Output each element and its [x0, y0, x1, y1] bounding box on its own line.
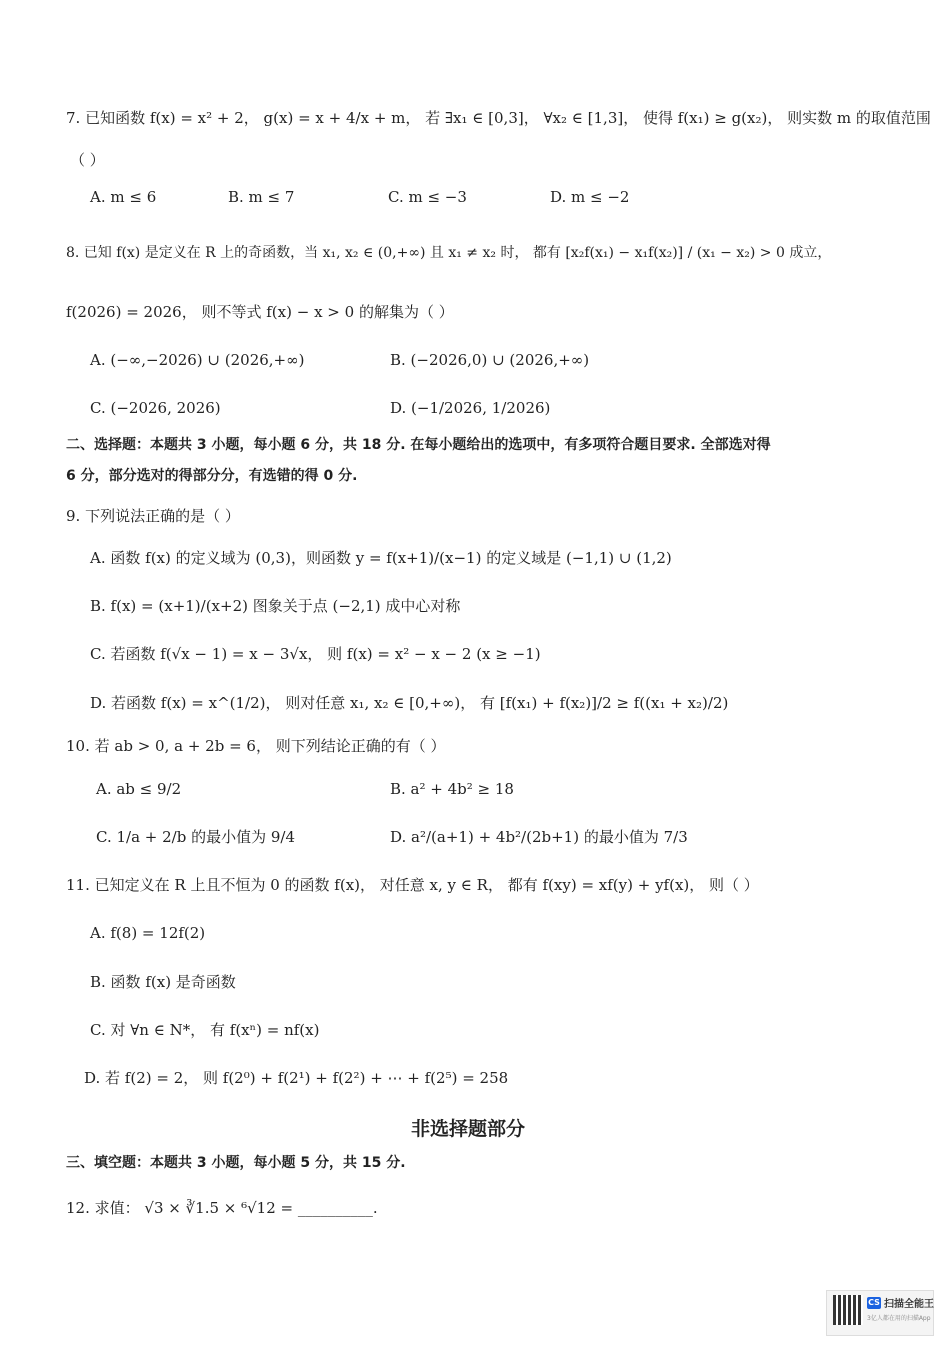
q7-option-a: A. m ≤ 6 — [90, 188, 157, 206]
q7-option-d: D. m ≤ −2 — [550, 188, 630, 206]
section-2-line-2: 6 分，部分选对的得部分分，有选错的得 0 分. — [66, 468, 358, 484]
q12-stem: 12. 求值： √3 × ∛1.5 × ⁶√12 = __________. — [66, 1199, 378, 1217]
scanner-watermark — [826, 1290, 934, 1336]
q10-option-b: B. a² + 4b² ≥ 18 — [390, 780, 514, 798]
section-2-line-1: 二、选择题：本题共 3 小题，每小题 6 分，共 18 分. 在每小题给出的选项中，有多项符合题目要求. 全部选对得 — [66, 437, 771, 453]
q8-stem-2: f(2026) = 2026， 则不等式 f(x) − x > 0 的解集为（ ） — [66, 303, 454, 321]
q11-option-d: D. 若 f(2) = 2， 则 f(2⁰) + f(2¹) + f(2²) + ⋯ + f(2⁵) = 258 — [84, 1069, 509, 1087]
qr-code-icon — [833, 1295, 863, 1325]
q9-stem: 9. 下列说法正确的是（ ） — [66, 507, 240, 525]
q8-option-a: A. (−∞,−2026) ∪ (2026,+∞) — [90, 351, 305, 369]
q8-option-c: C. (−2026, 2026) — [90, 399, 221, 417]
section-3-heading: 三、填空题：本题共 3 小题，每小题 5 分，共 15 分. — [66, 1155, 406, 1171]
q8-option-d: D. (−1/2026, 1/2026) — [390, 399, 551, 417]
q10-stem: 10. 若 ab > 0, a + 2b = 6， 则下列结论正确的有（ ） — [66, 737, 446, 755]
q8-option-b: B. (−2026,0) ∪ (2026,+∞) — [390, 351, 590, 369]
q8-stem: 8. 已知 f(x) 是定义在 R 上的奇函数，当 x₁, x₂ ∈ (0,+∞) 且 x₁ ≠ x₂ 时， 都有 [x₂f(x₁) − x₁f(x₂)] / (x₁ − x₂) > 0 成立， — [66, 245, 832, 261]
q10-option-c: C. 1/a + 2/b 的最小值为 9/4 — [96, 828, 295, 846]
q7-paren: （ ） — [70, 151, 105, 169]
cs-logo-icon: CS — [868, 1298, 880, 1307]
q9-option-d: D. 若函数 f(x) = x^(1/2)， 则对任意 x₁, x₂ ∈ [0,+∞)， 有 [f(x₁) + f(x₂)]/2 ≥ f((x₁ + x₂)/2) — [90, 694, 729, 712]
q10-option-a: A. ab ≤ 9/2 — [96, 780, 182, 798]
q9-option-c: C. 若函数 f(√x − 1) = x − 3√x， 则 f(x) = x² − x − 2 (x ≥ −1) — [90, 645, 541, 663]
part-title: 非选择题部分 — [411, 1118, 526, 1140]
scanner-app-tagline: 3亿人都在用的扫描App — [867, 1315, 931, 1322]
scanner-app-name: 扫描全能王 — [884, 1299, 934, 1310]
q11-option-a: A. f(8) = 12f(2) — [90, 924, 206, 942]
q11-option-b: B. 函数 f(x) 是奇函数 — [90, 973, 236, 991]
q11-stem: 11. 已知定义在 R 上且不恒为 0 的函数 f(x)， 对任意 x, y ∈ R， 都有 f(xy) = xf(y) + yf(x)， 则（ ） — [66, 876, 759, 894]
q7-option-b: B. m ≤ 7 — [228, 188, 295, 206]
q7-option-c: C. m ≤ −3 — [388, 188, 467, 206]
q7-stem: 7. 已知函数 f(x) = x² + 2， g(x) = x + 4/x + m， 若 ∃x₁ ∈ [0,3]， ∀x₂ ∈ [1,3]， 使得 f(x₁) ≥ g(x₂)， 则实数 m 的取值范围 — [66, 109, 931, 127]
q9-option-a: A. 函数 f(x) 的定义域为 (0,3)，则函数 y = f(x+1)/(x−1) 的定义域是 (−1,1) ∪ (1,2) — [90, 549, 672, 567]
q9-option-b: B. f(x) = (x+1)/(x+2) 图象关于点 (−2,1) 成中心对称 — [90, 597, 461, 615]
q10-option-d: D. a²/(a+1) + 4b²/(2b+1) 的最小值为 7/3 — [390, 828, 688, 846]
q11-option-c: C. 对 ∀n ∈ N*， 有 f(xⁿ) = nf(x) — [90, 1021, 320, 1039]
